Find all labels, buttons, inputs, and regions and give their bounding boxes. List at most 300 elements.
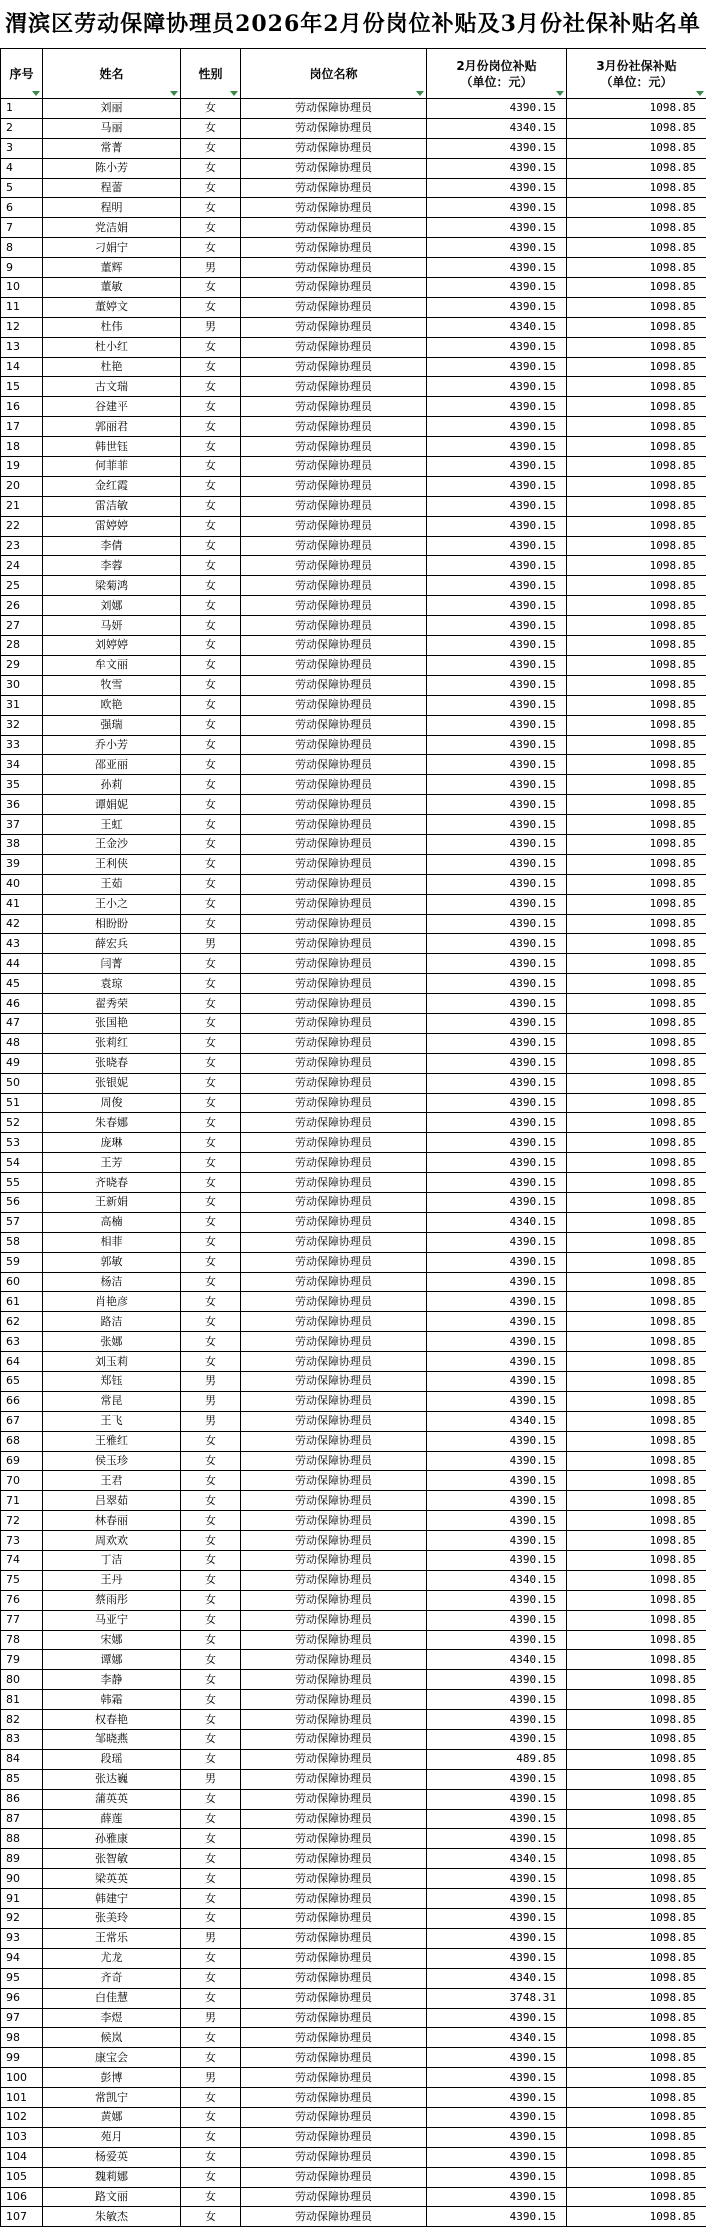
row-seq-cell[interactable]: 68: [1, 1431, 43, 1451]
row-feb-subsidy-cell[interactable]: 4390.15: [427, 516, 567, 536]
row-mar-social-subsidy-cell[interactable]: 1098.85: [567, 1730, 706, 1750]
header-mar-social-subsidy[interactable]: 3月份社保补贴 （单位：元）: [567, 49, 706, 99]
row-gender-cell[interactable]: 女: [181, 874, 241, 894]
row-position-cell[interactable]: 劳动保障协理员: [241, 397, 427, 417]
row-seq-cell[interactable]: 13: [1, 337, 43, 357]
row-name-cell[interactable]: 蔡雨彤: [43, 1590, 181, 1610]
row-mar-social-subsidy-cell[interactable]: 1098.85: [567, 138, 706, 158]
row-position-cell[interactable]: 劳动保障协理员: [241, 1352, 427, 1372]
row-mar-social-subsidy-cell[interactable]: 1098.85: [567, 1491, 706, 1511]
row-feb-subsidy-cell[interactable]: 4390.15: [427, 1232, 567, 1252]
row-position-cell[interactable]: 劳动保障协理员: [241, 1630, 427, 1650]
row-position-cell[interactable]: 劳动保障协理员: [241, 755, 427, 775]
row-gender-cell[interactable]: 女: [181, 437, 241, 457]
row-gender-cell[interactable]: 女: [181, 576, 241, 596]
row-name-cell[interactable]: 侯玉珍: [43, 1451, 181, 1471]
row-mar-social-subsidy-cell[interactable]: 1098.85: [567, 1968, 706, 1988]
row-position-cell[interactable]: 劳动保障协理员: [241, 1531, 427, 1551]
row-position-cell[interactable]: 劳动保障协理员: [241, 1968, 427, 1988]
row-feb-subsidy-cell[interactable]: 4390.15: [427, 1889, 567, 1909]
row-position-cell[interactable]: 劳动保障协理员: [241, 894, 427, 914]
row-position-cell[interactable]: 劳动保障协理员: [241, 158, 427, 178]
row-name-cell[interactable]: 王茹: [43, 874, 181, 894]
row-position-cell[interactable]: 劳动保障协理员: [241, 1332, 427, 1352]
row-name-cell[interactable]: 乔小芳: [43, 735, 181, 755]
row-position-cell[interactable]: 劳动保障协理员: [241, 1650, 427, 1670]
row-position-cell[interactable]: 劳动保障协理员: [241, 735, 427, 755]
row-gender-cell[interactable]: 女: [181, 496, 241, 516]
row-feb-subsidy-cell[interactable]: 4390.15: [427, 675, 567, 695]
row-gender-cell[interactable]: 女: [181, 1272, 241, 1292]
row-mar-social-subsidy-cell[interactable]: 1098.85: [567, 158, 706, 178]
row-seq-cell[interactable]: 25: [1, 576, 43, 596]
row-mar-social-subsidy-cell[interactable]: 1098.85: [567, 1650, 706, 1670]
row-seq-cell[interactable]: 18: [1, 437, 43, 457]
row-feb-subsidy-cell[interactable]: 4390.15: [427, 158, 567, 178]
row-mar-social-subsidy-cell[interactable]: 1098.85: [567, 1173, 706, 1193]
row-name-cell[interactable]: 张晓春: [43, 1053, 181, 1073]
row-mar-social-subsidy-cell[interactable]: 1098.85: [567, 1809, 706, 1829]
row-feb-subsidy-cell[interactable]: 4340.15: [427, 1650, 567, 1670]
row-position-cell[interactable]: 劳动保障协理员: [241, 1809, 427, 1829]
row-feb-subsidy-cell[interactable]: 4390.15: [427, 994, 567, 1014]
row-feb-subsidy-cell[interactable]: 4390.15: [427, 1869, 567, 1889]
row-name-cell[interactable]: 高楠: [43, 1212, 181, 1232]
row-feb-subsidy-cell[interactable]: 4390.15: [427, 1451, 567, 1471]
row-name-cell[interactable]: 李蓉: [43, 556, 181, 576]
row-mar-social-subsidy-cell[interactable]: 1098.85: [567, 1670, 706, 1690]
row-gender-cell[interactable]: 女: [181, 218, 241, 238]
row-gender-cell[interactable]: 男: [181, 1372, 241, 1392]
row-mar-social-subsidy-cell[interactable]: 1098.85: [567, 1252, 706, 1272]
row-feb-subsidy-cell[interactable]: 4390.15: [427, 1551, 567, 1571]
row-position-cell[interactable]: 劳动保障协理员: [241, 218, 427, 238]
row-position-cell[interactable]: 劳动保障协理员: [241, 974, 427, 994]
row-seq-cell[interactable]: 22: [1, 516, 43, 536]
row-seq-cell[interactable]: 94: [1, 1948, 43, 1968]
row-seq-cell[interactable]: 12: [1, 317, 43, 337]
row-mar-social-subsidy-cell[interactable]: 1098.85: [567, 1312, 706, 1332]
row-feb-subsidy-cell[interactable]: 4390.15: [427, 1252, 567, 1272]
row-feb-subsidy-cell[interactable]: 4390.15: [427, 138, 567, 158]
row-position-cell[interactable]: 劳动保障协理员: [241, 2167, 427, 2187]
row-seq-cell[interactable]: 52: [1, 1113, 43, 1133]
row-seq-cell[interactable]: 5: [1, 178, 43, 198]
filter-dropdown-icon[interactable]: [556, 91, 564, 96]
row-gender-cell[interactable]: 女: [181, 1113, 241, 1133]
row-name-cell[interactable]: 相盼盼: [43, 914, 181, 934]
row-feb-subsidy-cell[interactable]: 4340.15: [427, 1411, 567, 1431]
row-seq-cell[interactable]: 81: [1, 1690, 43, 1710]
row-gender-cell[interactable]: 女: [181, 1590, 241, 1610]
row-gender-cell[interactable]: 女: [181, 1710, 241, 1730]
row-position-cell[interactable]: 劳动保障协理员: [241, 1391, 427, 1411]
row-position-cell[interactable]: 劳动保障协理员: [241, 1133, 427, 1153]
row-position-cell[interactable]: 劳动保障协理员: [241, 1928, 427, 1948]
row-gender-cell[interactable]: 女: [181, 238, 241, 258]
row-feb-subsidy-cell[interactable]: 4390.15: [427, 1033, 567, 1053]
row-gender-cell[interactable]: 女: [181, 636, 241, 656]
row-position-cell[interactable]: 劳动保障协理员: [241, 715, 427, 735]
row-seq-cell[interactable]: 82: [1, 1710, 43, 1730]
row-feb-subsidy-cell[interactable]: 4390.15: [427, 1073, 567, 1093]
row-feb-subsidy-cell[interactable]: 4340.15: [427, 1570, 567, 1590]
row-name-cell[interactable]: 王新娟: [43, 1192, 181, 1212]
row-feb-subsidy-cell[interactable]: 4390.15: [427, 178, 567, 198]
row-seq-cell[interactable]: 99: [1, 2048, 43, 2068]
row-position-cell[interactable]: 劳动保障协理员: [241, 1590, 427, 1610]
row-gender-cell[interactable]: 女: [181, 2187, 241, 2207]
row-mar-social-subsidy-cell[interactable]: 1098.85: [567, 1372, 706, 1392]
row-seq-cell[interactable]: 49: [1, 1053, 43, 1073]
row-name-cell[interactable]: 张达巍: [43, 1769, 181, 1789]
row-position-cell[interactable]: 劳动保障协理员: [241, 2107, 427, 2127]
row-mar-social-subsidy-cell[interactable]: 1098.85: [567, 1769, 706, 1789]
row-name-cell[interactable]: 袁琼: [43, 974, 181, 994]
row-seq-cell[interactable]: 20: [1, 476, 43, 496]
row-position-cell[interactable]: 劳动保障协理员: [241, 954, 427, 974]
row-seq-cell[interactable]: 102: [1, 2107, 43, 2127]
row-feb-subsidy-cell[interactable]: 4390.15: [427, 377, 567, 397]
row-mar-social-subsidy-cell[interactable]: 1098.85: [567, 576, 706, 596]
row-seq-cell[interactable]: 11: [1, 297, 43, 317]
row-mar-social-subsidy-cell[interactable]: 1098.85: [567, 1431, 706, 1451]
row-seq-cell[interactable]: 73: [1, 1531, 43, 1551]
row-seq-cell[interactable]: 98: [1, 2028, 43, 2048]
row-position-cell[interactable]: 劳动保障协理员: [241, 1789, 427, 1809]
row-name-cell[interactable]: 雷婷婷: [43, 516, 181, 536]
row-gender-cell[interactable]: 女: [181, 1332, 241, 1352]
header-position[interactable]: 岗位名称: [241, 49, 427, 99]
row-position-cell[interactable]: 劳动保障协理员: [241, 795, 427, 815]
row-seq-cell[interactable]: 93: [1, 1928, 43, 1948]
row-feb-subsidy-cell[interactable]: 4390.15: [427, 1769, 567, 1789]
row-mar-social-subsidy-cell[interactable]: 1098.85: [567, 834, 706, 854]
row-position-cell[interactable]: 劳动保障协理员: [241, 2008, 427, 2028]
row-gender-cell[interactable]: 女: [181, 1570, 241, 1590]
row-mar-social-subsidy-cell[interactable]: 1098.85: [567, 1710, 706, 1730]
row-position-cell[interactable]: 劳动保障协理员: [241, 1511, 427, 1531]
row-gender-cell[interactable]: 女: [181, 1292, 241, 1312]
filter-dropdown-icon[interactable]: [416, 91, 424, 96]
row-feb-subsidy-cell[interactable]: 4390.15: [427, 854, 567, 874]
row-gender-cell[interactable]: 女: [181, 1352, 241, 1372]
row-mar-social-subsidy-cell[interactable]: 1098.85: [567, 1471, 706, 1491]
row-seq-cell[interactable]: 62: [1, 1312, 43, 1332]
row-feb-subsidy-cell[interactable]: 4390.15: [427, 1471, 567, 1491]
row-position-cell[interactable]: 劳动保障协理员: [241, 317, 427, 337]
row-position-cell[interactable]: 劳动保障协理员: [241, 516, 427, 536]
row-name-cell[interactable]: 王君: [43, 1471, 181, 1491]
row-mar-social-subsidy-cell[interactable]: 1098.85: [567, 1869, 706, 1889]
row-position-cell[interactable]: 劳动保障协理员: [241, 1212, 427, 1232]
row-feb-subsidy-cell[interactable]: 4390.15: [427, 476, 567, 496]
row-position-cell[interactable]: 劳动保障协理员: [241, 258, 427, 278]
row-name-cell[interactable]: 杨爱英: [43, 2147, 181, 2167]
row-feb-subsidy-cell[interactable]: 4390.15: [427, 1491, 567, 1511]
row-name-cell[interactable]: 杨洁: [43, 1272, 181, 1292]
row-gender-cell[interactable]: 女: [181, 357, 241, 377]
row-name-cell[interactable]: 韩建宁: [43, 1889, 181, 1909]
row-gender-cell[interactable]: 女: [181, 2207, 241, 2227]
row-position-cell[interactable]: 劳动保障协理员: [241, 2048, 427, 2068]
row-gender-cell[interactable]: 女: [181, 1630, 241, 1650]
row-mar-social-subsidy-cell[interactable]: 1098.85: [567, 556, 706, 576]
row-gender-cell[interactable]: 女: [181, 1531, 241, 1551]
row-seq-cell[interactable]: 32: [1, 715, 43, 735]
row-mar-social-subsidy-cell[interactable]: 1098.85: [567, 1332, 706, 1352]
filter-dropdown-icon[interactable]: [170, 91, 178, 96]
row-gender-cell[interactable]: 女: [181, 1670, 241, 1690]
row-seq-cell[interactable]: 88: [1, 1829, 43, 1849]
row-mar-social-subsidy-cell[interactable]: 1098.85: [567, 1232, 706, 1252]
row-mar-social-subsidy-cell[interactable]: 1098.85: [567, 2167, 706, 2187]
row-name-cell[interactable]: 蒲英英: [43, 1789, 181, 1809]
row-seq-cell[interactable]: 48: [1, 1033, 43, 1053]
row-feb-subsidy-cell[interactable]: 4390.15: [427, 1909, 567, 1929]
row-mar-social-subsidy-cell[interactable]: 1098.85: [567, 1292, 706, 1312]
row-mar-social-subsidy-cell[interactable]: 1098.85: [567, 476, 706, 496]
row-gender-cell[interactable]: 女: [181, 1968, 241, 1988]
row-position-cell[interactable]: 劳动保障协理员: [241, 278, 427, 298]
row-position-cell[interactable]: 劳动保障协理员: [241, 2068, 427, 2088]
row-gender-cell[interactable]: 女: [181, 1650, 241, 1670]
row-mar-social-subsidy-cell[interactable]: 1098.85: [567, 1988, 706, 2008]
row-gender-cell[interactable]: 女: [181, 755, 241, 775]
row-seq-cell[interactable]: 36: [1, 795, 43, 815]
row-seq-cell[interactable]: 43: [1, 934, 43, 954]
row-gender-cell[interactable]: 女: [181, 1153, 241, 1173]
row-name-cell[interactable]: 刘婷婷: [43, 636, 181, 656]
row-gender-cell[interactable]: 女: [181, 1093, 241, 1113]
row-feb-subsidy-cell[interactable]: 4390.15: [427, 616, 567, 636]
row-seq-cell[interactable]: 74: [1, 1551, 43, 1571]
row-mar-social-subsidy-cell[interactable]: 1098.85: [567, 2028, 706, 2048]
row-feb-subsidy-cell[interactable]: 4390.15: [427, 775, 567, 795]
row-name-cell[interactable]: 谭娜: [43, 1650, 181, 1670]
row-gender-cell[interactable]: 女: [181, 2147, 241, 2167]
row-feb-subsidy-cell[interactable]: 4390.15: [427, 1272, 567, 1292]
row-feb-subsidy-cell[interactable]: 4390.15: [427, 437, 567, 457]
header-gender[interactable]: 性别: [181, 49, 241, 99]
row-gender-cell[interactable]: 女: [181, 1133, 241, 1153]
row-name-cell[interactable]: 魏莉娜: [43, 2167, 181, 2187]
row-gender-cell[interactable]: 女: [181, 775, 241, 795]
row-mar-social-subsidy-cell[interactable]: 1098.85: [567, 377, 706, 397]
row-gender-cell[interactable]: 男: [181, 1769, 241, 1789]
row-seq-cell[interactable]: 19: [1, 457, 43, 477]
row-gender-cell[interactable]: 女: [181, 1551, 241, 1571]
row-position-cell[interactable]: 劳动保障协理员: [241, 596, 427, 616]
row-mar-social-subsidy-cell[interactable]: 1098.85: [567, 118, 706, 138]
row-mar-social-subsidy-cell[interactable]: 1098.85: [567, 874, 706, 894]
row-mar-social-subsidy-cell[interactable]: 1098.85: [567, 954, 706, 974]
row-mar-social-subsidy-cell[interactable]: 1098.85: [567, 496, 706, 516]
row-mar-social-subsidy-cell[interactable]: 1098.85: [567, 2127, 706, 2147]
row-mar-social-subsidy-cell[interactable]: 1098.85: [567, 934, 706, 954]
row-feb-subsidy-cell[interactable]: 4390.15: [427, 1013, 567, 1033]
row-name-cell[interactable]: 王虹: [43, 815, 181, 835]
row-seq-cell[interactable]: 103: [1, 2127, 43, 2147]
row-mar-social-subsidy-cell[interactable]: 1098.85: [567, 1690, 706, 1710]
row-mar-social-subsidy-cell[interactable]: 1098.85: [567, 755, 706, 775]
row-position-cell[interactable]: 劳动保障协理员: [241, 1093, 427, 1113]
row-feb-subsidy-cell[interactable]: 4390.15: [427, 198, 567, 218]
row-gender-cell[interactable]: 女: [181, 854, 241, 874]
row-gender-cell[interactable]: 女: [181, 1730, 241, 1750]
row-gender-cell[interactable]: 女: [181, 695, 241, 715]
row-mar-social-subsidy-cell[interactable]: 1098.85: [567, 655, 706, 675]
row-seq-cell[interactable]: 4: [1, 158, 43, 178]
row-position-cell[interactable]: 劳动保障协理员: [241, 457, 427, 477]
row-seq-cell[interactable]: 54: [1, 1153, 43, 1173]
row-seq-cell[interactable]: 76: [1, 1590, 43, 1610]
row-gender-cell[interactable]: 女: [181, 655, 241, 675]
row-seq-cell[interactable]: 65: [1, 1372, 43, 1392]
row-mar-social-subsidy-cell[interactable]: 1098.85: [567, 2008, 706, 2028]
row-gender-cell[interactable]: 女: [181, 2107, 241, 2127]
row-mar-social-subsidy-cell[interactable]: 1098.85: [567, 596, 706, 616]
row-gender-cell[interactable]: 女: [181, 2167, 241, 2187]
row-feb-subsidy-cell[interactable]: 4390.15: [427, 2107, 567, 2127]
row-gender-cell[interactable]: 女: [181, 198, 241, 218]
row-mar-social-subsidy-cell[interactable]: 1098.85: [567, 695, 706, 715]
row-feb-subsidy-cell[interactable]: 4390.15: [427, 2147, 567, 2167]
row-mar-social-subsidy-cell[interactable]: 1098.85: [567, 218, 706, 238]
row-feb-subsidy-cell[interactable]: 4390.15: [427, 894, 567, 914]
row-position-cell[interactable]: 劳动保障协理员: [241, 2088, 427, 2108]
row-mar-social-subsidy-cell[interactable]: 1098.85: [567, 2147, 706, 2167]
row-position-cell[interactable]: 劳动保障协理员: [241, 1710, 427, 1730]
row-gender-cell[interactable]: 女: [181, 1889, 241, 1909]
row-seq-cell[interactable]: 44: [1, 954, 43, 974]
row-mar-social-subsidy-cell[interactable]: 1098.85: [567, 1630, 706, 1650]
row-position-cell[interactable]: 劳动保障协理员: [241, 815, 427, 835]
row-feb-subsidy-cell[interactable]: 4340.15: [427, 2028, 567, 2048]
row-gender-cell[interactable]: 女: [181, 815, 241, 835]
row-position-cell[interactable]: 劳动保障协理员: [241, 1033, 427, 1053]
row-feb-subsidy-cell[interactable]: 4390.15: [427, 755, 567, 775]
row-position-cell[interactable]: 劳动保障协理员: [241, 198, 427, 218]
row-feb-subsidy-cell[interactable]: 4390.15: [427, 934, 567, 954]
row-feb-subsidy-cell[interactable]: 4390.15: [427, 795, 567, 815]
row-feb-subsidy-cell[interactable]: 4390.15: [427, 1332, 567, 1352]
row-feb-subsidy-cell[interactable]: 4390.15: [427, 238, 567, 258]
row-name-cell[interactable]: 彭博: [43, 2068, 181, 2088]
row-mar-social-subsidy-cell[interactable]: 1098.85: [567, 854, 706, 874]
row-name-cell[interactable]: 张莉红: [43, 1033, 181, 1053]
row-gender-cell[interactable]: 女: [181, 397, 241, 417]
row-position-cell[interactable]: 劳动保障协理员: [241, 1053, 427, 1073]
row-mar-social-subsidy-cell[interactable]: 1098.85: [567, 1551, 706, 1571]
row-feb-subsidy-cell[interactable]: 4390.15: [427, 1511, 567, 1531]
row-seq-cell[interactable]: 69: [1, 1451, 43, 1471]
row-name-cell[interactable]: 谭娟妮: [43, 795, 181, 815]
row-mar-social-subsidy-cell[interactable]: 1098.85: [567, 1889, 706, 1909]
row-name-cell[interactable]: 宋娜: [43, 1630, 181, 1650]
row-gender-cell[interactable]: 女: [181, 1053, 241, 1073]
row-seq-cell[interactable]: 72: [1, 1511, 43, 1531]
row-name-cell[interactable]: 路文丽: [43, 2187, 181, 2207]
row-position-cell[interactable]: 劳动保障协理员: [241, 1690, 427, 1710]
row-gender-cell[interactable]: 女: [181, 337, 241, 357]
row-seq-cell[interactable]: 105: [1, 2167, 43, 2187]
row-feb-subsidy-cell[interactable]: 4390.15: [427, 218, 567, 238]
row-seq-cell[interactable]: 57: [1, 1212, 43, 1232]
row-name-cell[interactable]: 郭敏: [43, 1252, 181, 1272]
row-name-cell[interactable]: 郑钰: [43, 1372, 181, 1392]
row-position-cell[interactable]: 劳动保障协理员: [241, 874, 427, 894]
row-feb-subsidy-cell[interactable]: 4390.15: [427, 1610, 567, 1630]
row-mar-social-subsidy-cell[interactable]: 1098.85: [567, 1272, 706, 1292]
row-seq-cell[interactable]: 53: [1, 1133, 43, 1153]
row-position-cell[interactable]: 劳动保障协理员: [241, 1292, 427, 1312]
row-feb-subsidy-cell[interactable]: 4390.15: [427, 556, 567, 576]
row-position-cell[interactable]: 劳动保障协理员: [241, 576, 427, 596]
row-mar-social-subsidy-cell[interactable]: 1098.85: [567, 1033, 706, 1053]
row-mar-social-subsidy-cell[interactable]: 1098.85: [567, 715, 706, 735]
row-feb-subsidy-cell[interactable]: 4390.15: [427, 1948, 567, 1968]
row-name-cell[interactable]: 闫菁: [43, 954, 181, 974]
row-feb-subsidy-cell[interactable]: 4390.15: [427, 874, 567, 894]
row-position-cell[interactable]: 劳动保障协理员: [241, 2207, 427, 2227]
row-name-cell[interactable]: 何菲菲: [43, 457, 181, 477]
row-mar-social-subsidy-cell[interactable]: 1098.85: [567, 675, 706, 695]
row-seq-cell[interactable]: 26: [1, 596, 43, 616]
row-feb-subsidy-cell[interactable]: 4390.15: [427, 1590, 567, 1610]
row-position-cell[interactable]: 劳动保障协理员: [241, 914, 427, 934]
filter-dropdown-icon[interactable]: [230, 91, 238, 96]
row-mar-social-subsidy-cell[interactable]: 1098.85: [567, 258, 706, 278]
row-seq-cell[interactable]: 84: [1, 1749, 43, 1769]
row-gender-cell[interactable]: 女: [181, 954, 241, 974]
row-seq-cell[interactable]: 47: [1, 1013, 43, 1033]
row-mar-social-subsidy-cell[interactable]: 1098.85: [567, 994, 706, 1014]
row-position-cell[interactable]: 劳动保障协理员: [241, 357, 427, 377]
row-name-cell[interactable]: 孙雅康: [43, 1829, 181, 1849]
row-position-cell[interactable]: 劳动保障协理员: [241, 377, 427, 397]
row-feb-subsidy-cell[interactable]: 4390.15: [427, 655, 567, 675]
row-mar-social-subsidy-cell[interactable]: 1098.85: [567, 1570, 706, 1590]
row-name-cell[interactable]: 常凯宁: [43, 2088, 181, 2108]
row-position-cell[interactable]: 劳动保障协理员: [241, 1312, 427, 1332]
row-feb-subsidy-cell[interactable]: 4340.15: [427, 1849, 567, 1869]
row-seq-cell[interactable]: 95: [1, 1968, 43, 1988]
row-position-cell[interactable]: 劳动保障协理员: [241, 1988, 427, 2008]
row-feb-subsidy-cell[interactable]: 4390.15: [427, 1928, 567, 1948]
row-mar-social-subsidy-cell[interactable]: 1098.85: [567, 417, 706, 437]
row-mar-social-subsidy-cell[interactable]: 1098.85: [567, 616, 706, 636]
row-mar-social-subsidy-cell[interactable]: 1098.85: [567, 1053, 706, 1073]
row-position-cell[interactable]: 劳动保障协理员: [241, 1013, 427, 1033]
row-name-cell[interactable]: 马亚宁: [43, 1610, 181, 1630]
row-seq-cell[interactable]: 71: [1, 1491, 43, 1511]
row-position-cell[interactable]: 劳动保障协理员: [241, 2147, 427, 2167]
row-gender-cell[interactable]: 女: [181, 1232, 241, 1252]
row-name-cell[interactable]: 路洁: [43, 1312, 181, 1332]
row-gender-cell[interactable]: 女: [181, 417, 241, 437]
row-gender-cell[interactable]: 女: [181, 1869, 241, 1889]
row-name-cell[interactable]: 欧艳: [43, 695, 181, 715]
row-feb-subsidy-cell[interactable]: 4390.15: [427, 417, 567, 437]
row-feb-subsidy-cell[interactable]: 4340.15: [427, 1212, 567, 1232]
row-seq-cell[interactable]: 29: [1, 655, 43, 675]
row-seq-cell[interactable]: 17: [1, 417, 43, 437]
row-name-cell[interactable]: 刘玉莉: [43, 1352, 181, 1372]
row-position-cell[interactable]: 劳动保障协理员: [241, 834, 427, 854]
row-mar-social-subsidy-cell[interactable]: 1098.85: [567, 1352, 706, 1372]
row-seq-cell[interactable]: 34: [1, 755, 43, 775]
